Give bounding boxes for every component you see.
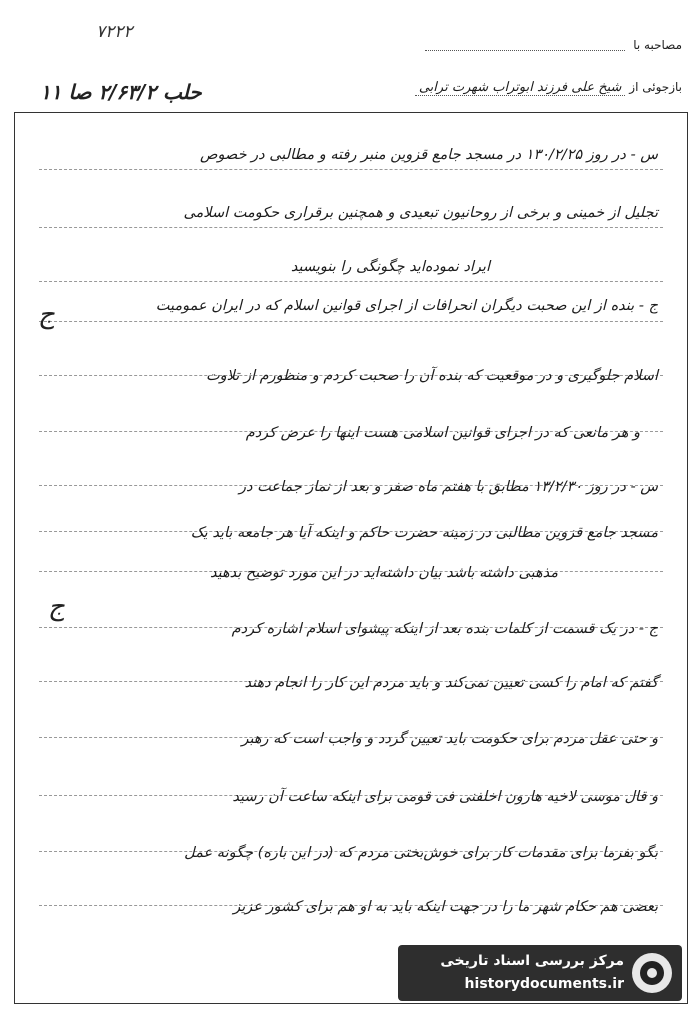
body-line: و هر مانعی که در اجرای قوانین اسلامی هست اینها را عرض کردم (245, 425, 640, 441)
watermark-url: historydocuments.ir (464, 976, 624, 992)
interview-value (425, 50, 625, 51)
answer-mark-2: ج (48, 592, 65, 622)
reference-code: حلب ۲/۶۳/۲ صا ۱۱ (40, 80, 202, 104)
corner-mark: ۷۲۲۲ (96, 22, 133, 42)
interview-line (425, 38, 682, 52)
body-line: مسجد جامع قزوین مطالبی در زمینه حضرت حاکم و اینکه آیا هر جامعه باید یک (190, 525, 658, 541)
source-value: شیخ علی فرزند ابوتراب شهرت ترابی (415, 80, 626, 96)
body-line: ایراد نموده‌اید چگونگی را بنویسید (290, 259, 490, 275)
source-line (415, 80, 682, 95)
body-line: ج - بنده از این صحبت دیگران انحرافات از اجرای قوانین اسلام که در ایران عمومیت (155, 298, 658, 314)
archive-watermark (398, 945, 682, 1001)
body-line: و حتی عقل مردم برای حکومت باید تعیین گردد و واجب است که رهبر (241, 731, 658, 747)
source-label: بازجوئی از (629, 80, 682, 94)
archive-seal-icon (632, 953, 672, 993)
body-line: اسلام جلوگیری و در موقعیت که بنده آن را صحبت کردم و منظورم از تلاوت (206, 368, 658, 384)
text-frame (14, 112, 688, 1004)
body-line: و قال موسی لاخیه هارون اخلفنی فی قومی برای اینکه ساعت آن رسید (232, 789, 658, 805)
body-line: گفتم که امام را کسی تعیین نمی‌کند و باید مردم این کار را انجام دهند (244, 675, 658, 691)
body-line: ج - در یک قسمت از کلمات بنده بعد از اینکه پیشوای اسلام اشاره کردم (231, 621, 658, 637)
body-line: بعضی هم حکام شهر ما را در جهت اینکه باید به او هم برای کشور عزیز (233, 899, 658, 915)
body-line: مذهبی داشته باشد بیان داشته‌اید در این مورد توضیح بدهید (209, 565, 558, 581)
body-line: س - در روز ۱۳۰/۲/۲۵ در مسجد جامع قزوین منبر رفته و مطالبی در خصوص (199, 147, 658, 163)
body-line: تجلیل از خمینی و برخی از روحانیون تبعیدی و همچنین برقراری حکومت اسلامی (183, 205, 658, 221)
answer-mark-1: ج (38, 300, 55, 330)
watermark-title: مرکز بررسی اسناد تاریخی (440, 953, 624, 969)
body-line: بگو بفرما برای مقدمات کار برای خوش‌بختی مردم که (در این باره) چگونه عمل (184, 845, 658, 861)
interview-label: مصاحبه با (633, 38, 682, 52)
body-line: س - در روز ۱۳/۲/۳۰ مطابق با هفتم ماه صفر و بعد از نماز جماعت در (239, 479, 658, 495)
